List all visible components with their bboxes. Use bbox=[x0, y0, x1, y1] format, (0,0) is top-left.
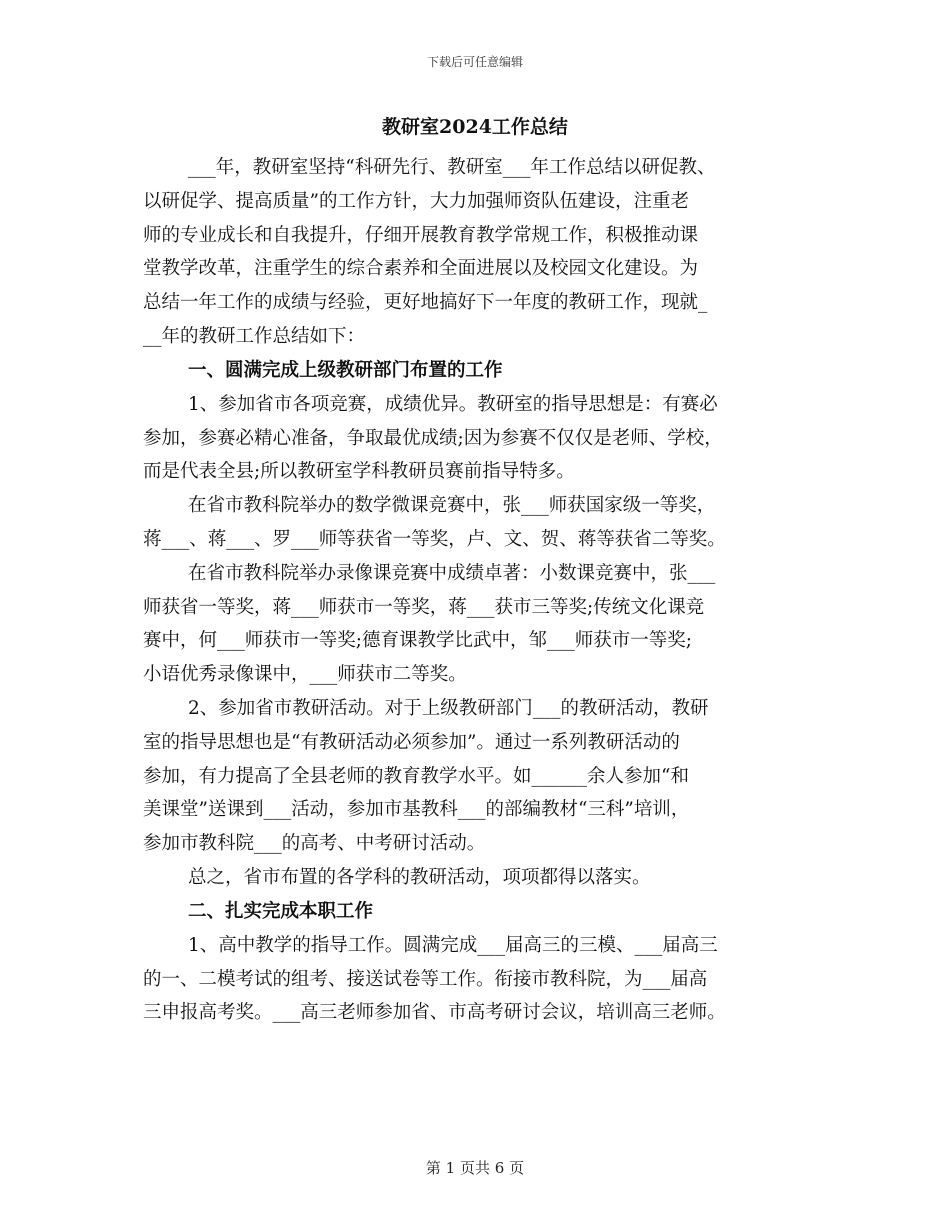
section-heading: 一、圆满完成上级教研部门布置的工作 bbox=[188, 359, 503, 381]
body-text-line: 小语优秀录像课中，___师获市二等奖。 bbox=[143, 664, 467, 686]
body-text-line: 在省市教科院举办录像课竞赛中成绩卓著：小数课竞赛中，张___ bbox=[188, 562, 716, 584]
page-header-note: 下载后可任意编辑 bbox=[426, 55, 523, 69]
body-text-line: 参加，有力提高了全县老师的教育教学水平。如______余人参加“和 bbox=[143, 765, 689, 787]
body-text-line: 参加，参赛必精心准备，争取最优成绩;因为参赛不仅仅是老师、学校， bbox=[143, 427, 723, 449]
body-text-line: 总结一年工作的成绩与经验，更好地搞好下一年度的教研工作，现就_ bbox=[143, 292, 708, 314]
body-text-line: 1、高中教学的指导工作。圆满完成___届高三的三模、___届高三 bbox=[188, 934, 718, 956]
body-text-line: 美课堂”送课到___活动，参加市基教科___的部编教材“三科”培训， bbox=[143, 799, 690, 821]
body-text-line: 师的专业成长和自我提升，仔细开展教育教学常规工作，积极推动课 bbox=[143, 224, 699, 246]
body-text-line: ___年，教研室坚持“科研先行、教研室___年工作总结以研促教、 bbox=[188, 157, 716, 178]
body-text-line: 室的指导思想也是“有教研活动必须参加”。通过一系列教研活动的 bbox=[143, 731, 680, 753]
body-text-line: 赛中，何___师获市一等奖;德育课教学比武中，邹___师获市一等奖; bbox=[143, 630, 692, 652]
body-text-line: 而是代表全县;所以教研室学科教研员赛前指导特多。 bbox=[143, 461, 575, 483]
body-text-line: 的一、二模考试的组考、接送试卷等工作。衔接市教科院，为___届高 bbox=[143, 968, 708, 990]
document-body bbox=[143, 151, 815, 1030]
body-text-line: 参加市教科院___的高考、中考研讨活动。 bbox=[143, 833, 486, 855]
body-text-line: 蒋___、蒋___、罗___师等获省一等奖，卢、文、贺、蒋等获省二等奖。 bbox=[143, 528, 726, 550]
body-text-line: 师获省一等奖，蒋___师获市一等奖，蒋___获市三等奖;传统文化课竞 bbox=[143, 596, 705, 618]
body-text-line: 堂教学改革，注重学生的综合素养和全面进展以及校园文化建设。为 bbox=[143, 258, 699, 280]
body-text-line: 总之，省市布置的各学科的教研活动，项项都得以落实。 bbox=[188, 867, 651, 889]
body-text-line: __年的教研工作总结如下： bbox=[143, 326, 366, 348]
body-text-line: 1、参加省市各项竞赛，成绩优异。教研室的指导思想是：有赛必 bbox=[188, 393, 718, 415]
body-text-line: 以研促学、提高质量”的工作方针，大力加强师资队伍建设，注重老 bbox=[143, 190, 689, 212]
body-text-line: 2、参加省市教研活动。对于上级教研部门___的教研活动，教研 bbox=[188, 698, 709, 719]
section-heading: 二、扎实完成本职工作 bbox=[188, 900, 374, 922]
document-title: 教研室2024工作总结 bbox=[382, 116, 568, 138]
body-text-line: 在省市教科院举办的数学微课竞赛中，张___师获国家级一等奖， bbox=[188, 495, 716, 517]
page-footer-number: 第 1 页共 6 页 bbox=[425, 1159, 525, 1177]
body-text-line: 三申报高考奖。___高三老师参加省、市高考研讨会议，培训高三老师。 bbox=[143, 1002, 726, 1024]
